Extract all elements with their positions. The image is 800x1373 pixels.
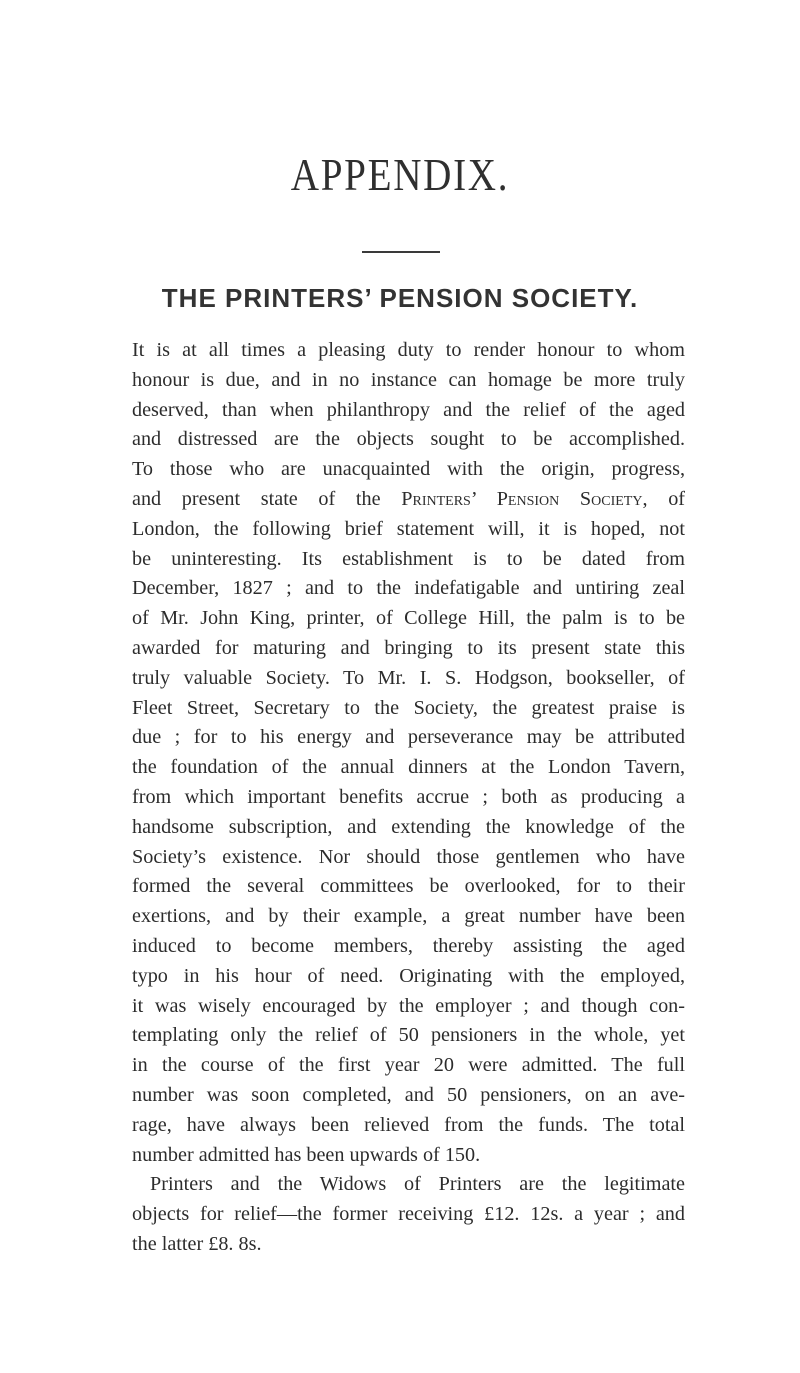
- text-segment: of: [668, 487, 686, 510]
- text-line: To those who are unacquainted with the origin, progress,: [132, 458, 685, 481]
- text-line: templating only the relief of 50 pensioners in the whole, yet: [132, 1024, 685, 1047]
- appendix-title: APPENDIX.: [290, 149, 510, 200]
- body-paragraphs: [132, 336, 685, 1260]
- text-line: be uninteresting. Its establishment is to be dated from: [132, 547, 685, 570]
- society-name: Printers’ Pension Society,: [401, 487, 648, 510]
- text-line: deserved, than when philanthropy and the relief of the aged: [132, 398, 685, 421]
- text-line: it was wisely encouraged by the employer ; and though con-: [132, 994, 685, 1017]
- section-title: THE PRINTERS’ PENSION SOCIETY.: [161, 283, 639, 313]
- text-line: December, 1827 ; and to the indefatigable and untiring zeal: [132, 577, 685, 600]
- text-line: It is at all times a pleasing duty to render honour to whom: [132, 339, 685, 361]
- text-line: due ; for to his energy and perseverance may be attributed: [132, 726, 685, 749]
- text-line: Society’s existence. Nor should those gentlemen who have: [132, 845, 685, 868]
- text-line: and distressed are the objects sought to be accomplished.: [132, 428, 685, 451]
- text-line: in the course of the first year 20 were admitted. The full: [132, 1054, 685, 1077]
- text-line: Printers and the Widows of Printers are the legitimate: [150, 1173, 685, 1196]
- text-line: objects for relief—the former receiving £12. 12s. a year ; and: [132, 1203, 685, 1226]
- text-line: honour is due, and in no instance can homage be more truly: [132, 368, 685, 391]
- text-line: truly valuable Society. To Mr. I. S. Hodgson, bookseller, of: [132, 666, 685, 689]
- text-segment: and present state of the: [132, 487, 381, 510]
- text-line: rage, have always been relieved from the funds. The total: [132, 1113, 685, 1136]
- text-line: from which important benefits accrue ; both as producing a: [132, 785, 685, 808]
- text-line: typo in his hour of need. Originating with the employed,: [132, 964, 685, 987]
- text-line-society-name: [132, 485, 685, 515]
- text-line: Fleet Street, Secretary to the Society, the greatest praise is: [132, 696, 685, 719]
- text-line: number was soon completed, and 50 pensioners, on an ave-: [132, 1083, 685, 1106]
- text-line: of Mr. John King, printer, of College Hill, the palm is to be: [132, 607, 685, 630]
- text-line: formed the several committees be overlooked, for to their: [132, 875, 685, 898]
- title-divider: [362, 251, 440, 253]
- text-line: number admitted has been upwards of 150.: [132, 1143, 481, 1166]
- text-line: the latter £8. 8s.: [132, 1232, 262, 1255]
- text-line: induced to become members, thereby assisting the aged: [132, 934, 685, 957]
- text-line: London, the following brief statement will, it is hoped, not: [132, 517, 685, 540]
- text-line: exertions, and by their example, a great number have been: [132, 905, 685, 928]
- text-line: handsome subscription, and extending the knowledge of the: [132, 815, 685, 838]
- text-line: the foundation of the annual dinners at the London Tavern,: [132, 756, 685, 779]
- text-line: awarded for maturing and bringing to its present state this: [132, 636, 685, 659]
